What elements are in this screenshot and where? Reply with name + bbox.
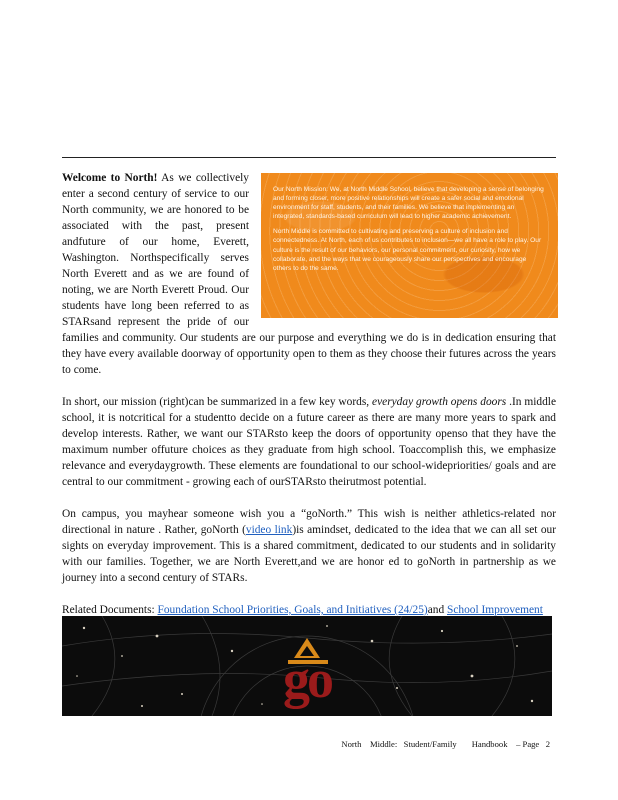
campus-text-1: On campus, you mayhear someone wish you a “goNorth.” This wish is neither athletics-related nor directional in nature . Rather, goNorth ( [62, 508, 556, 536]
page-body [62, 170, 556, 650]
related-and: and [427, 604, 448, 616]
intro-text: As we collectively enter a second century of service to our North community, we are honored to be associated with the past, present andfuture of our home, Everett, Washington. Northspecifically serves North Everett and as we are found of noting, we are North Everett Proud. Our students have long been referred to as STARsand represent the pride of our families and community. Our students are our purpose and everything we do is in dedication ensuring that they have every available doorway of opportunity open to them as they choose their futures across the years to come. [62, 172, 556, 376]
video-link[interactable]: video link [245, 524, 293, 536]
welcome-heading: Welcome to North! [62, 172, 158, 184]
priorities-link[interactable]: Foundation School Priorities, Goals, and Initiatives (24/25) [157, 604, 428, 616]
summary-key-words: everyday growth opens doors [372, 396, 507, 408]
page-footer: North Middle: Student/Family Handbook – Page 2 [341, 739, 550, 749]
campus-text-2: )is amindset, dedicated to the idea that we can all set our sights on everyday improvement. This is a shared commitment, dedicated to our students and in solidarity with our families. Together, we are North Everett,and we are honor ed to goNorth in partnership as we journey into a second century of STARs. [62, 524, 557, 584]
summary-paragraph [62, 394, 556, 490]
improvement-plan-link[interactable]: School Improvement [447, 604, 543, 616]
summary-text-2: .In middle school, it is notcritical for a studentto decide on a future career as there are many more years to spark and develop interests. Rather, we want our STARsto keep the doors of opportunity openso that they have the maximum number offuture choices as they graduate from high school. Toaccomplish this, we emphasize relevance and everydaygrowth. These elements are foundational to our school-widepriorities/ goals and are central to our commitment - growing each of ourSTARsto theirutmost potential. [62, 396, 557, 488]
go-logo-text: go [283, 649, 331, 709]
header-rule [62, 157, 556, 158]
mission-box [261, 173, 558, 318]
campus-paragraph [62, 506, 556, 586]
mission-paragraph-1: Our North Mission: We, at North Middle School, believe that developing a sense of belonging and forming closer, more positive relationships will create a safer social and emotional environment for staff, students, and their families. We believe that implementing an integrated, standards-based curriculum will lead to higher academic achievement. [273, 186, 544, 221]
summary-text-1: In short, our mission (right)can be summarized in a few key words, [62, 396, 373, 408]
mission-paragraph-2: North Middle is committed to cultivating and preserving a culture of inclusion and connectedness. At North, each of us contributes to inclusion—we all have a role to play. Our culture is the result of our behaviors, our personal commitment, our curiosity, how we collaborate, and the ways that we courageously share our perspectives and encourage others to do the same. [273, 228, 542, 272]
go-north-banner [62, 616, 552, 716]
related-label: Related Documents: [62, 604, 158, 616]
